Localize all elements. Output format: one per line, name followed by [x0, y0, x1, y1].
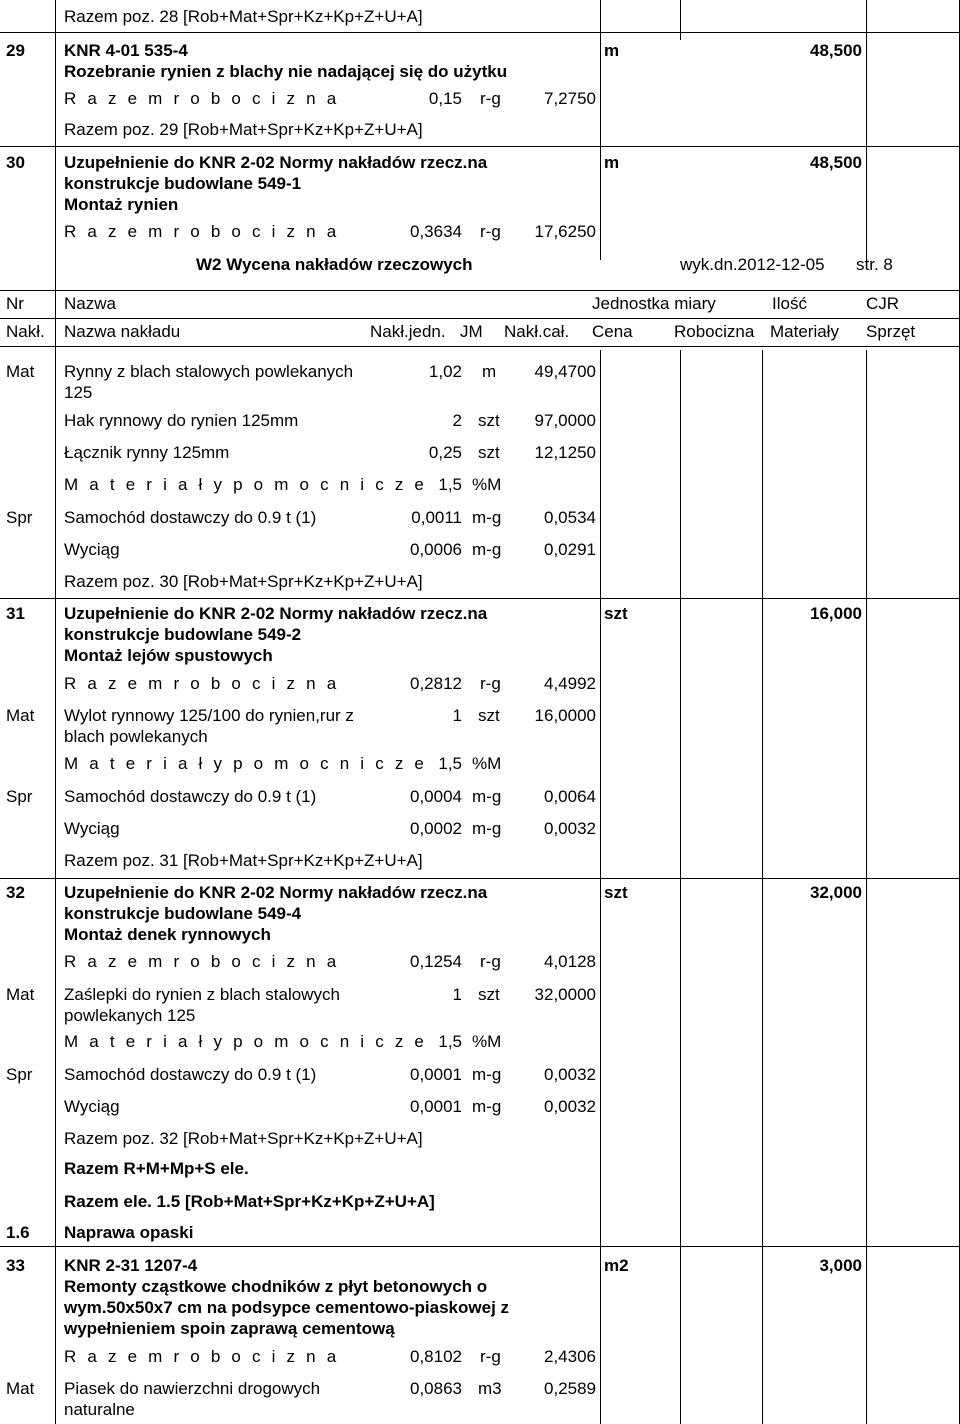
col-header-labour: Robocizna — [674, 322, 755, 341]
grid-line — [680, 0, 681, 40]
position-unit: m — [604, 41, 620, 60]
resource-unit: szt — [478, 985, 500, 1004]
position-quantity: 48,500 — [810, 41, 862, 60]
resource-norm: 0,0863 — [410, 1379, 462, 1398]
resource-norm: 1,5 — [438, 1032, 462, 1051]
section-number: 1.6 — [6, 1223, 30, 1242]
resource-name: Zaślepki do rynien z blach stalowych — [64, 985, 340, 1004]
labour-label: R a z e m r o b o c i z n a — [64, 674, 340, 693]
resource-type: Spr — [6, 787, 33, 806]
resource-total: 0,0534 — [544, 508, 596, 527]
position-unit: szt — [604, 604, 628, 623]
labour-unit: r-g — [480, 674, 501, 693]
position-number: 33 — [6, 1256, 25, 1275]
col-header-price: Cena — [592, 322, 633, 341]
resource-unit: m3 — [478, 1379, 502, 1398]
resource-type: Spr — [6, 508, 33, 527]
aux-materials-label: M a t e r i a ł y p o m o c n i c z e — [64, 754, 428, 773]
grid-line — [55, 0, 56, 1424]
resource-norm: 0,0011 — [411, 508, 462, 527]
labour-norm: 0,3634 — [410, 222, 462, 241]
resource-norm: 1 — [452, 706, 462, 725]
col-header-qty: Ilość — [772, 294, 807, 313]
resource-norm: 1,02 — [428, 362, 462, 381]
resource-total: 32,0000 — [534, 985, 596, 1004]
resource-total: 0,0032 — [544, 819, 596, 838]
position-number: 31 — [6, 604, 25, 623]
position-number: 29 — [6, 41, 25, 60]
resource-unit: m-g — [472, 540, 502, 559]
resource-unit: %M — [472, 475, 502, 494]
labour-total: 17,6250 — [534, 222, 596, 241]
resource-name: Wylot rynnowy 125/100 do rynien,rur z — [64, 706, 354, 725]
resource-name: 125 — [64, 383, 93, 402]
resource-norm: 0,0001 — [410, 1065, 462, 1084]
resource-unit: m-g — [472, 508, 502, 527]
resource-total: 0,0291 — [544, 540, 596, 559]
aux-materials-label: M a t e r i a ł y p o m o c n i c z e — [64, 475, 428, 494]
resource-type: Mat — [6, 362, 35, 381]
position-total: Razem poz. 29 [Rob+Mat+Spr+Kz+Kp+Z+U+A] — [64, 120, 423, 139]
position-quantity: 48,500 — [810, 153, 862, 172]
labour-total: 4,0128 — [544, 952, 596, 971]
col-header-cjr: CJR — [866, 294, 900, 313]
labour-unit: r-g — [480, 89, 501, 108]
resource-total: 0,2589 — [544, 1379, 596, 1398]
position-unit: m2 — [604, 1256, 629, 1275]
grid-line — [680, 350, 681, 1424]
position-description: Montaż denek rynnowych — [64, 925, 271, 944]
col-header-total: Nakł.cał. — [504, 322, 570, 341]
resource-type: Spr — [6, 1065, 33, 1084]
labour-unit: r-g — [480, 222, 501, 241]
col-header-resource: Nazwa nakładu — [64, 322, 181, 341]
position-description: Montaż rynien — [64, 195, 179, 214]
resource-type: Mat — [6, 1379, 35, 1398]
labour-norm: 0,15 — [428, 89, 462, 108]
element-total: Razem ele. 1.5 [Rob+Mat+Spr+Kz+Kp+Z+U+A] — [64, 1192, 435, 1211]
position-total: Razem poz. 28 [Rob+Mat+Spr+Kz+Kp+Z+U+A] — [64, 7, 423, 26]
resource-unit: %M — [472, 754, 502, 773]
labour-total: 7,2750 — [544, 89, 596, 108]
resource-unit: szt — [478, 443, 500, 462]
resource-total: 12,1250 — [534, 443, 596, 462]
position-description: Remonty cząstkowe chodników z płyt betonowych o — [64, 1277, 488, 1296]
labour-norm: 0,2812 — [410, 674, 462, 693]
row-rule — [0, 146, 960, 147]
aux-materials-label: M a t e r i a ł y p o m o c n i c z e — [64, 1032, 428, 1051]
resource-name: naturalne — [64, 1400, 135, 1419]
resource-name: Łącznik rynny 125mm — [64, 443, 230, 462]
position-number: 30 — [6, 153, 25, 172]
resource-total: 0,0064 — [544, 787, 596, 806]
col-header-jm: JM — [460, 322, 483, 341]
labour-label: R a z e m r o b o c i z n a — [64, 89, 340, 108]
resource-name: blach powlekanych — [64, 727, 208, 746]
position-number: 32 — [6, 883, 25, 902]
resource-name: Hak rynnowy do rynien 125mm — [64, 411, 299, 430]
position-unit: szt — [604, 883, 628, 902]
labour-label: R a z e m r o b o c i z n a — [64, 222, 340, 241]
col-header-name: Nazwa — [64, 294, 116, 313]
resource-norm: 2 — [452, 411, 462, 430]
position-description: wypełnieniem spoin zaprawą cementową — [64, 1319, 395, 1338]
grid-line — [866, 350, 867, 1424]
resource-name: Wyciąg — [64, 1097, 120, 1116]
position-code: KNR 4-01 535-4 — [64, 41, 188, 60]
page-number: str. 8 — [856, 255, 893, 274]
resource-norm: 0,0001 — [410, 1097, 462, 1116]
position-description: konstrukcje budowlane 549-2 — [64, 625, 302, 644]
resource-total: 49,4700 — [534, 362, 596, 381]
labour-unit: r-g — [480, 952, 501, 971]
resource-norm: 0,0006 — [410, 540, 462, 559]
row-rule — [0, 346, 960, 347]
position-code: Uzupełnienie do KNR 2-02 Normy nakładów rzecz.na — [64, 153, 488, 172]
resource-unit: m-g — [472, 787, 502, 806]
row-rule — [0, 290, 960, 291]
row-rule — [0, 598, 960, 599]
resource-name: Samochód dostawczy do 0.9 t (1) — [64, 787, 317, 806]
row-rule — [0, 878, 960, 879]
col-header-nr: Nr — [6, 294, 24, 313]
grid-line — [600, 0, 601, 260]
position-quantity: 3,000 — [819, 1256, 862, 1275]
labour-label: R a z e m r o b o c i z n a — [64, 952, 340, 971]
resource-type: Mat — [6, 706, 35, 725]
resource-type: Mat — [6, 985, 35, 1004]
resource-name: Wyciąg — [64, 819, 120, 838]
position-code: Uzupełnienie do KNR 2-02 Normy nakładów rzecz.na — [64, 883, 488, 902]
row-rule — [0, 32, 960, 33]
col-header-unit: Jednostka miary — [592, 294, 716, 313]
resource-name: Rynny z blach stalowych powlekanych — [64, 362, 354, 381]
labour-total: 4,4992 — [544, 674, 596, 693]
resource-total: 0,0032 — [544, 1065, 596, 1084]
resource-name: powlekanych 125 — [64, 1006, 196, 1025]
resource-total: 0,0032 — [544, 1097, 596, 1116]
resource-unit: m — [482, 362, 497, 381]
section-title: Naprawa opaski — [64, 1223, 194, 1242]
labour-norm: 0,8102 — [410, 1347, 462, 1366]
position-code: KNR 2-31 1207-4 — [64, 1256, 198, 1275]
col-header-norm: Nakł.jedn. — [370, 322, 446, 341]
page-title: W2 Wycena nakładów rzeczowych — [196, 255, 473, 274]
resource-unit: m-g — [472, 1065, 502, 1084]
labour-unit: r-g — [480, 1347, 501, 1366]
resource-unit: szt — [478, 706, 500, 725]
row-rule — [0, 1246, 960, 1247]
resource-unit: m-g — [472, 1097, 502, 1116]
resource-total: 97,0000 — [534, 411, 596, 430]
position-total: Razem poz. 32 [Rob+Mat+Spr+Kz+Kp+Z+U+A] — [64, 1129, 423, 1148]
resource-unit: %M — [472, 1032, 502, 1051]
col-header-type: Nakł. — [6, 322, 45, 341]
resource-norm: 0,0004 — [410, 787, 462, 806]
row-rule — [0, 318, 960, 319]
resource-unit: szt — [478, 411, 500, 430]
position-description: Rozebranie rynien z blachy nie nadającej się do użytku — [64, 62, 508, 81]
resource-norm: 0,0002 — [410, 819, 462, 838]
position-description: konstrukcje budowlane 549-1 — [64, 174, 302, 193]
element-summary: Razem R+M+Mp+S ele. — [64, 1159, 249, 1178]
position-description: wym.50x50x7 cm na podsypce cementowo-piaskowej z — [64, 1298, 510, 1317]
position-quantity: 32,000 — [810, 883, 862, 902]
resource-norm: 1,5 — [438, 754, 462, 773]
grid-line — [600, 350, 601, 1424]
grid-line — [866, 0, 867, 260]
position-quantity: 16,000 — [810, 604, 862, 623]
resource-total: 16,0000 — [534, 706, 596, 725]
print-date: wyk.dn.2012-12-05 — [680, 255, 825, 274]
labour-norm: 0,1254 — [410, 952, 462, 971]
position-total: Razem poz. 30 [Rob+Mat+Spr+Kz+Kp+Z+U+A] — [64, 572, 423, 591]
position-description: Montaż lejów spustowych — [64, 646, 273, 665]
position-code: Uzupełnienie do KNR 2-02 Normy nakładów rzecz.na — [64, 604, 488, 623]
resource-name: Piasek do nawierzchni drogowych — [64, 1379, 321, 1398]
position-total: Razem poz. 31 [Rob+Mat+Spr+Kz+Kp+Z+U+A] — [64, 851, 423, 870]
resource-unit: m-g — [472, 819, 502, 838]
resource-name: Samochód dostawczy do 0.9 t (1) — [64, 508, 317, 527]
labour-label: R a z e m r o b o c i z n a — [64, 1347, 340, 1366]
position-unit: m — [604, 153, 620, 172]
resource-name: Samochód dostawczy do 0.9 t (1) — [64, 1065, 317, 1084]
col-header-equipment: Sprzęt — [866, 322, 916, 341]
position-description: konstrukcje budowlane 549-4 — [64, 904, 302, 923]
labour-total: 2,4306 — [544, 1347, 596, 1366]
resource-norm: 1,5 — [438, 475, 462, 494]
resource-norm: 1 — [452, 985, 462, 1004]
col-header-materials: Materiały — [770, 322, 839, 341]
resource-name: Wyciąg — [64, 540, 120, 559]
resource-norm: 0,25 — [428, 443, 462, 462]
